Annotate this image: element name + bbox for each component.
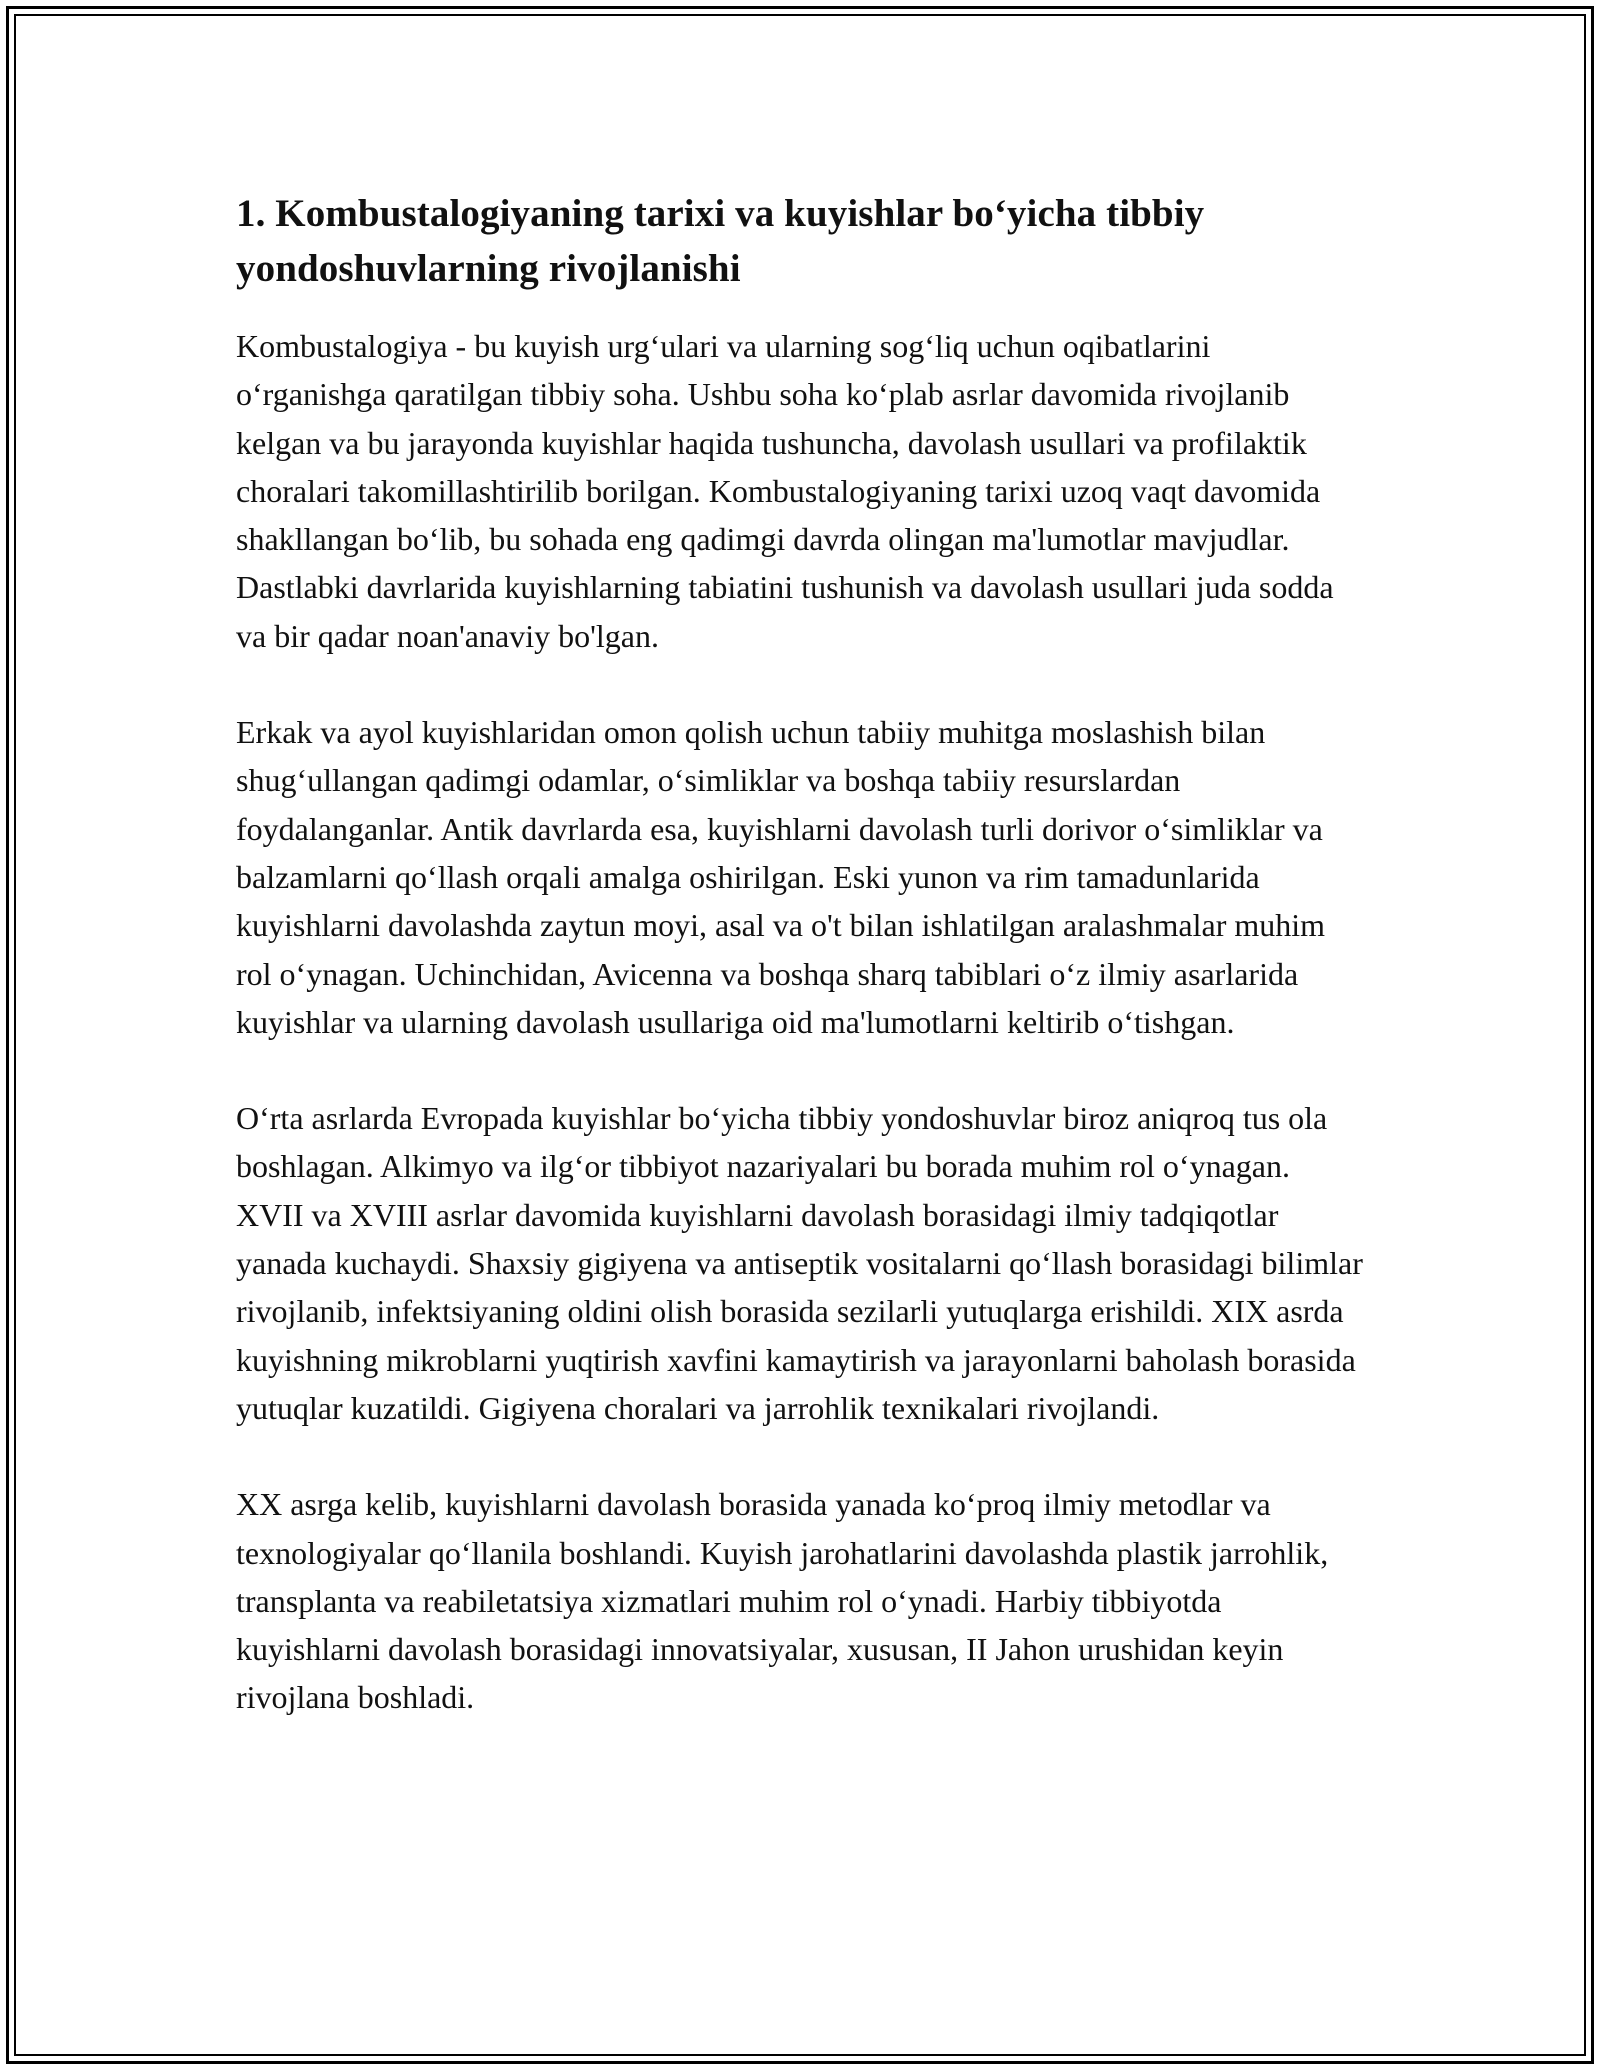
document-body [236, 186, 1364, 1770]
paragraph-ancient-period: Erkak va ayol kuyishlaridan omon qolish uchun tabiiy muhitga moslashish bilan shug‘ullangan qadimgi odamlar, o‘simliklar va boshqa tabiiy resurslardan foydalanganlar. Antik davrlarda esa, kuyishlarni davolash turli dorivor o‘simliklar va balzamlarni qo‘llash orqali amalga oshirilgan. Eski yunon va rim tamadunlarida kuyishlarni davolashda zaytun moyi, asal va o't bilan ishlatilgan aralashmalar muhim rol o‘ynagan. Uchinchidan, Avicenna va boshqa sharq tabiblari o‘z ilmiy asarlarida kuyishlar va ularning davolash usullariga oid ma'lumotlarni keltirib o‘tishgan. [236, 714, 1326, 1040]
section-title: 1. Kombustalogiyaning tarixi va kuyishlar bo‘yicha tibbiy yondoshuvlarning rivojlanishi [236, 192, 1205, 290]
paragraph-middle-ages: O‘rta asrlarda Evropada kuyishlar bo‘yicha tibbiy yondoshuvlar biroz aniqroq tus ola boshlagan. Alkimyo va ilg‘or tibbiyot nazariyalari bu borada muhim rol o‘ynagan. XVII va XVIII asrlar davomida kuyishlarni davolash borasidagi ilmiy tadqiqotlar yanada kuchaydi. Shaxsiy gigiyena va antiseptik vositalarni qo‘llash borasidagi bilimlar rivojlanib, infektsiyaning oldini olish borasida sezilarli yutuqlarga erishildi. XIX asrda kuyishning mikroblarni yuqtirish xavfini kamaytirish va jarayonlarni baholash borasida yutuqlar kuzatildi. Gigiyena choralari va jarrohlik texnikalari rivojlandi. [236, 1100, 1363, 1426]
paragraph-twentieth-century: XX asrga kelib, kuyishlarni davolash borasida yanada ko‘proq ilmiy metodlar va texnologiyalar qo‘llanila boshlandi. Kuyish jarohatlarini davolashda plastik jarrohlik, transplanta va reabiletatsiya xizmatlari muhim rol o‘ynadi. Harbiy tibbiyotda kuyishlarni davolash borasidagi innovatsiyalar, xususan, II Jahon urushidan keyin rivojlana boshladi. [236, 1486, 1329, 1716]
paragraph-intro: Kombustalogiya - bu kuyish urg‘ulari va ularning sog‘liq uchun oqibatlarini o‘rganishga qaratilgan tibbiy soha. Ushbu soha ko‘plab asrlar davomida rivojlanib kelgan va bu jarayonda kuyishlar haqida tushuncha, davolash usullari va profilaktik choralari takomillashtirilib borilgan. Kombustalogiyaning tarixi uzoq vaqt davomida shakllangan bo‘lib, bu sohada eng qadimgi davrda olingan ma'lumotlar mavjudlar. Dastlabki davrlarida kuyishlarning tabiatini tushunish va davolash usullari juda sodda va bir qadar noan'anaviy bo'lgan. [236, 328, 1334, 654]
